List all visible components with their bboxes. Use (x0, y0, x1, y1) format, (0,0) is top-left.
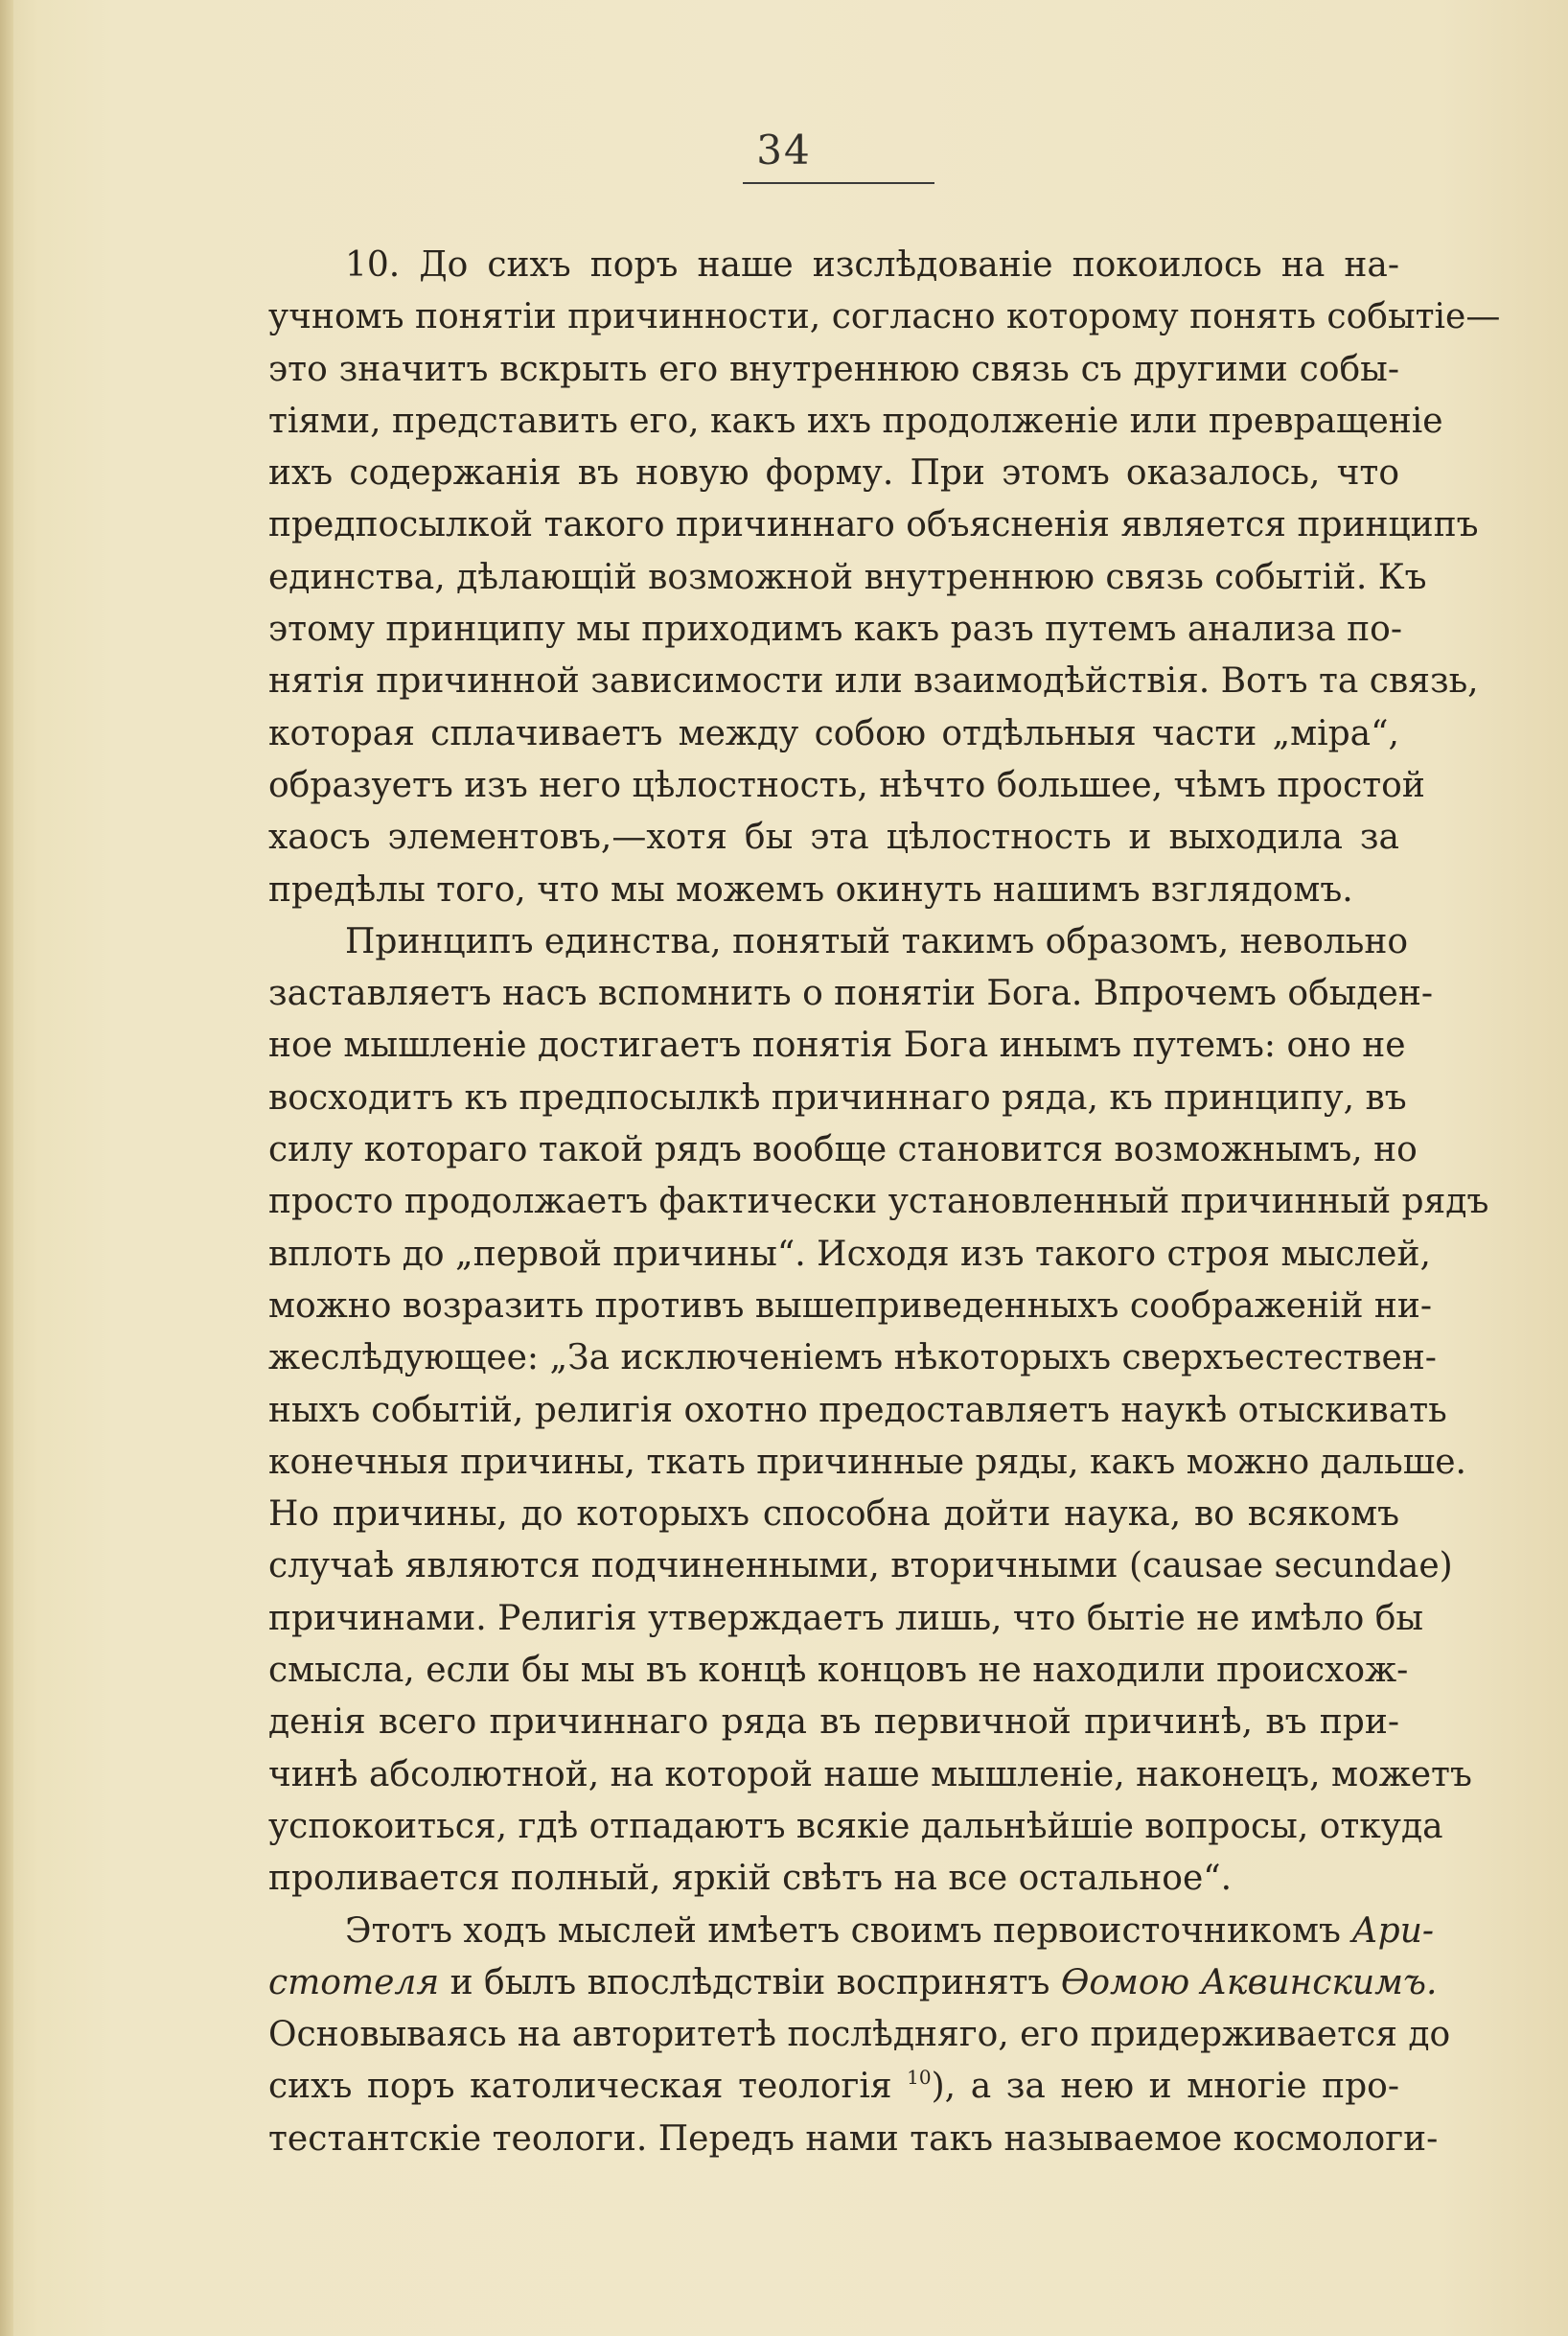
text-line: 10. До сихъ поръ наше изслѣдованіе покоилось на на- (345, 245, 1399, 285)
text-line: предѣлы того, что мы можемъ окинуть нашимъ взглядомъ. (268, 869, 1353, 910)
text-run: ), а за нею и многіе про- (931, 2067, 1399, 2107)
text-line: вплоть до „первой причины“. Исходя изъ такого строя мыслей, (268, 1234, 1431, 1274)
author-name-aristotle: стотеля (268, 1962, 440, 2002)
text-run: и былъ впослѣдствіи воспринятъ (439, 1962, 1061, 2002)
text-line: которая сплачиваетъ между собою отдѣльныя части „міра“, (268, 713, 1399, 753)
footnote-marker: 10 (907, 2066, 932, 2090)
author-name-aristotle: Ари- (1351, 1910, 1435, 1951)
text-run: сихъ поръ католическая теологія (268, 2067, 908, 2107)
text-line: предпосылкой такого причиннаго объясненія является принципъ (268, 505, 1479, 545)
page-binding-edge (0, 0, 13, 2336)
text-line: чинѣ абсолютной, на которой наше мышленіе, наконецъ, можетъ (268, 1754, 1472, 1794)
text-line: случаѣ являются подчиненными, вторичными (causae secundae) (268, 1546, 1453, 1586)
text-line: силу котораго такой рядъ вообще становится возможнымъ, но (268, 1130, 1418, 1170)
text-run: Этотъ ходъ мыслей имѣетъ своимъ первоисточникомъ (345, 1910, 1352, 1951)
text-line: хаосъ элементовъ,—хотя бы эта цѣлостность и выходила за (268, 818, 1399, 858)
text-line: денія всего причиннаго ряда въ первичной причинѣ, въ при- (268, 1702, 1399, 1743)
header-rule (743, 182, 934, 184)
text-line: жеслѣдующее: „За исключеніемъ нѣкоторыхъ сверхъестествен- (268, 1338, 1437, 1378)
text-line: единства, дѣлающій возможной внутреннюю связь событій. Къ (268, 557, 1427, 597)
text-line: этому принципу мы приходимъ какъ разъ путемъ анализа по- (268, 610, 1402, 650)
body-text (268, 240, 1501, 2165)
text-line (268, 1906, 1435, 1957)
text-line (268, 2061, 1399, 2113)
text-line: нятія причинной зависимости или взаимодѣйствія. Вотъ та связь, (268, 661, 1479, 702)
text-line: успокоиться, гдѣ отпадаютъ всякіе дальнѣйшіе вопросы, откуда (268, 1806, 1443, 1846)
text-line: заставляетъ насъ вспомнить о понятіи Бога. Впрочемъ обыден- (268, 974, 1434, 1014)
text-line: учномъ понятіи причинности, согласно которому понять событіе— (268, 297, 1501, 337)
text-line: восходитъ къ предпосылкѣ причиннаго ряда, къ принципу, въ (268, 1077, 1407, 1118)
text-line: проливается полный, яркій свѣтъ на все остальное“. (268, 1859, 1233, 1899)
text-line (268, 1957, 1438, 2009)
text-line: Но причины, до которыхъ способна дойти наука, во всякомъ (268, 1494, 1399, 1535)
author-name-aquinas: Ѳомою Аквинскимъ. (1060, 1962, 1438, 2002)
text-line: ныхъ событій, религія охотно предоставляетъ наукѣ отыскивать (268, 1390, 1447, 1430)
text-line: можно возразить противъ вышеприведенныхъ соображеній ни- (268, 1285, 1433, 1326)
page-number: 34 (756, 127, 812, 173)
text-line: это значитъ вскрыть его внутреннюю связь съ другими собы- (268, 349, 1399, 389)
text-line: тіями, представить его, какъ ихъ продолженіе или превращеніе (268, 401, 1443, 441)
text-line: смысла, если бы мы въ концѣ концовъ не находили происхож- (268, 1651, 1409, 1691)
text-line: Принципъ единства, понятый такимъ образомъ, невольно (345, 921, 1409, 961)
text-line: тестантскіе теологи. Передъ нами такъ называемое космологи- (268, 2118, 1439, 2159)
text-line: ихъ содержанія въ новую форму. При этомъ оказалось, что (268, 453, 1399, 494)
text-line: Основываясь на авторитетѣ послѣдняго, его придерживается до (268, 2015, 1451, 2055)
text-line: образуетъ изъ него цѣлостность, нѣчто большее, чѣмъ простой (268, 765, 1425, 805)
text-line: просто продолжаетъ фактически установленный причинный рядъ (268, 1182, 1489, 1222)
text-line: конечныя причины, ткать причинные ряды, какъ можно дальше. (268, 1442, 1466, 1482)
text-line: причинами. Религія утверждаетъ лишь, что бытіе не имѣло бы (268, 1598, 1424, 1638)
text-line: ное мышленіе достигаетъ понятія Бога инымъ путемъ: оно не (268, 1026, 1406, 1066)
